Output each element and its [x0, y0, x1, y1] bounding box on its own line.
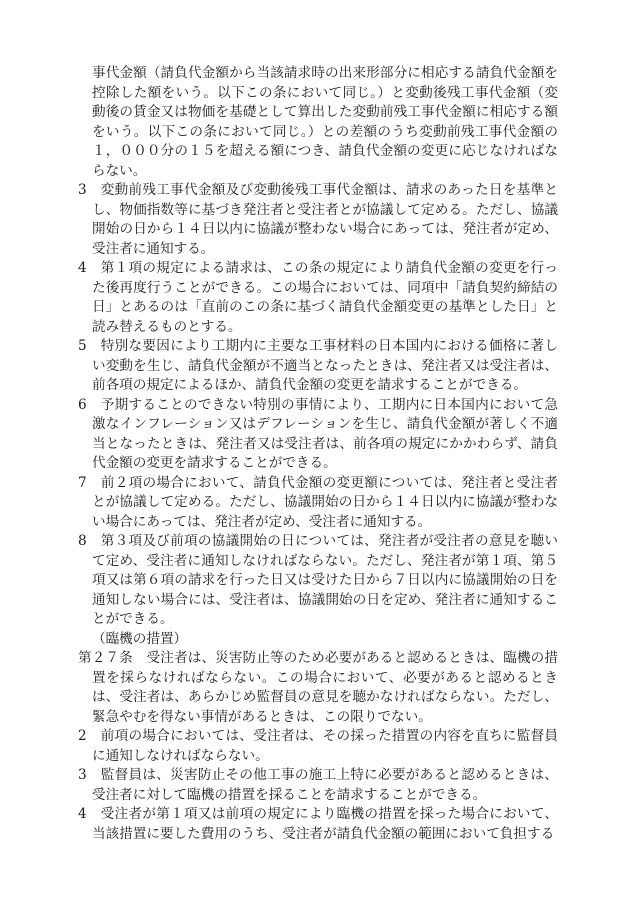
article27-item-3: 3 監督員は、災害防止その他工事の施工上特に必要があると認めるときは、受注者に対して臨機の措置を採ることを請求することができる。 — [78, 767, 558, 803]
article26-item-8: 8 第３項及び前項の協議開始の日については、発注者が受注者の意見を聴いて定め、受注者に通知しなければならない。ただし、発注者が第１項、第５項又は第６項の請求を行った日又は受けた日から７日以内に協議開始の日を通知しない場合には、受注者は、協議開始の日を定め、発注者に通知することができる。 — [78, 533, 558, 627]
article26-item-3: 3 変動前残工事代金額及び変動後残工事代金額は、請求のあった日を基準とし、物価指数等に基づき発注者と受注者とが協議して定める。ただし、協議開始の日から１４日以内に協議が整わない場合にあっては、発注者が定め、受注者に通知する。 — [78, 182, 558, 257]
article26-item-7: 7 前２項の場合において、請負代金額の変更額については、発注者と受注者とが協議して定める。ただし、協議開始の日から１４日以内に協議が整わない場合にあっては、発注者が定め、受注者に通知する。 — [78, 474, 558, 530]
article27-paragraph-1: 第２７条 受注者は、災害防止等のため必要があると認めるときは、臨機の措置を採らなければならない。この場合において、必要があると認めるときは、受注者は、あらかじめ監督員の意見を聴かなければならない。ただし、緊急やむを得ない事情があるときは、この限りでない。 — [78, 650, 558, 725]
document-page — [78, 64, 558, 844]
article27-heading: （臨機の措置） — [92, 630, 188, 647]
article26-item-6: 6 予期することのできない特別の事情により、工期内に日本国内において急激なインフレーション又はデフレーションを生じ、請負代金額が著しく不適当となったときは、発注者又は受注者は、前各項の規定にかかわらず、請負代金額の変更を請求することができる。 — [78, 396, 558, 471]
article26-item-4: 4 第１項の規定による請求は、この条の規定により請負代金額の変更を行った後再度行うことができる。この場合においては、同項中「請負契約締結の日」とあるのは「直前のこの条に基づく請負代金額変更の基準とした日」と読み替えるものとする。 — [78, 260, 558, 335]
article26-item-5: 5 特別な要因により工期内に主要な工事材料の日本国内における価格に著しい変動を生じ、請負代金額が不適当となったときは、発注者又は受注者は、前各項の規定によるほか、請負代金額の変更を請求することができる。 — [78, 338, 558, 393]
article27-item-2: 2 前項の場合においては、受注者は、その採った措置の内容を直ちに監督員に通知しなければならない。 — [78, 728, 558, 764]
article27-item-4: 4 受注者が第１項又は前項の規定により臨機の措置を採った場合において、当該措置に要した費用のうち、受注者が請負代金額の範囲において負担する — [78, 806, 558, 842]
continued-paragraph: 事代金額（請負代金額から当該請求時の出来形部分に相応する請負代金額を控除した額をいう。以下この条において同じ。）と変動後残工事代金額（変動後の賃金又は物価を基礎として算出した変動前残工事代金額に相応する額をいう。以下この条において同じ。）との差額のうち変動前残工事代金額の１，０００分の１５を超える額につき、請負代金額の変更に応じなければならない。 — [92, 65, 558, 179]
